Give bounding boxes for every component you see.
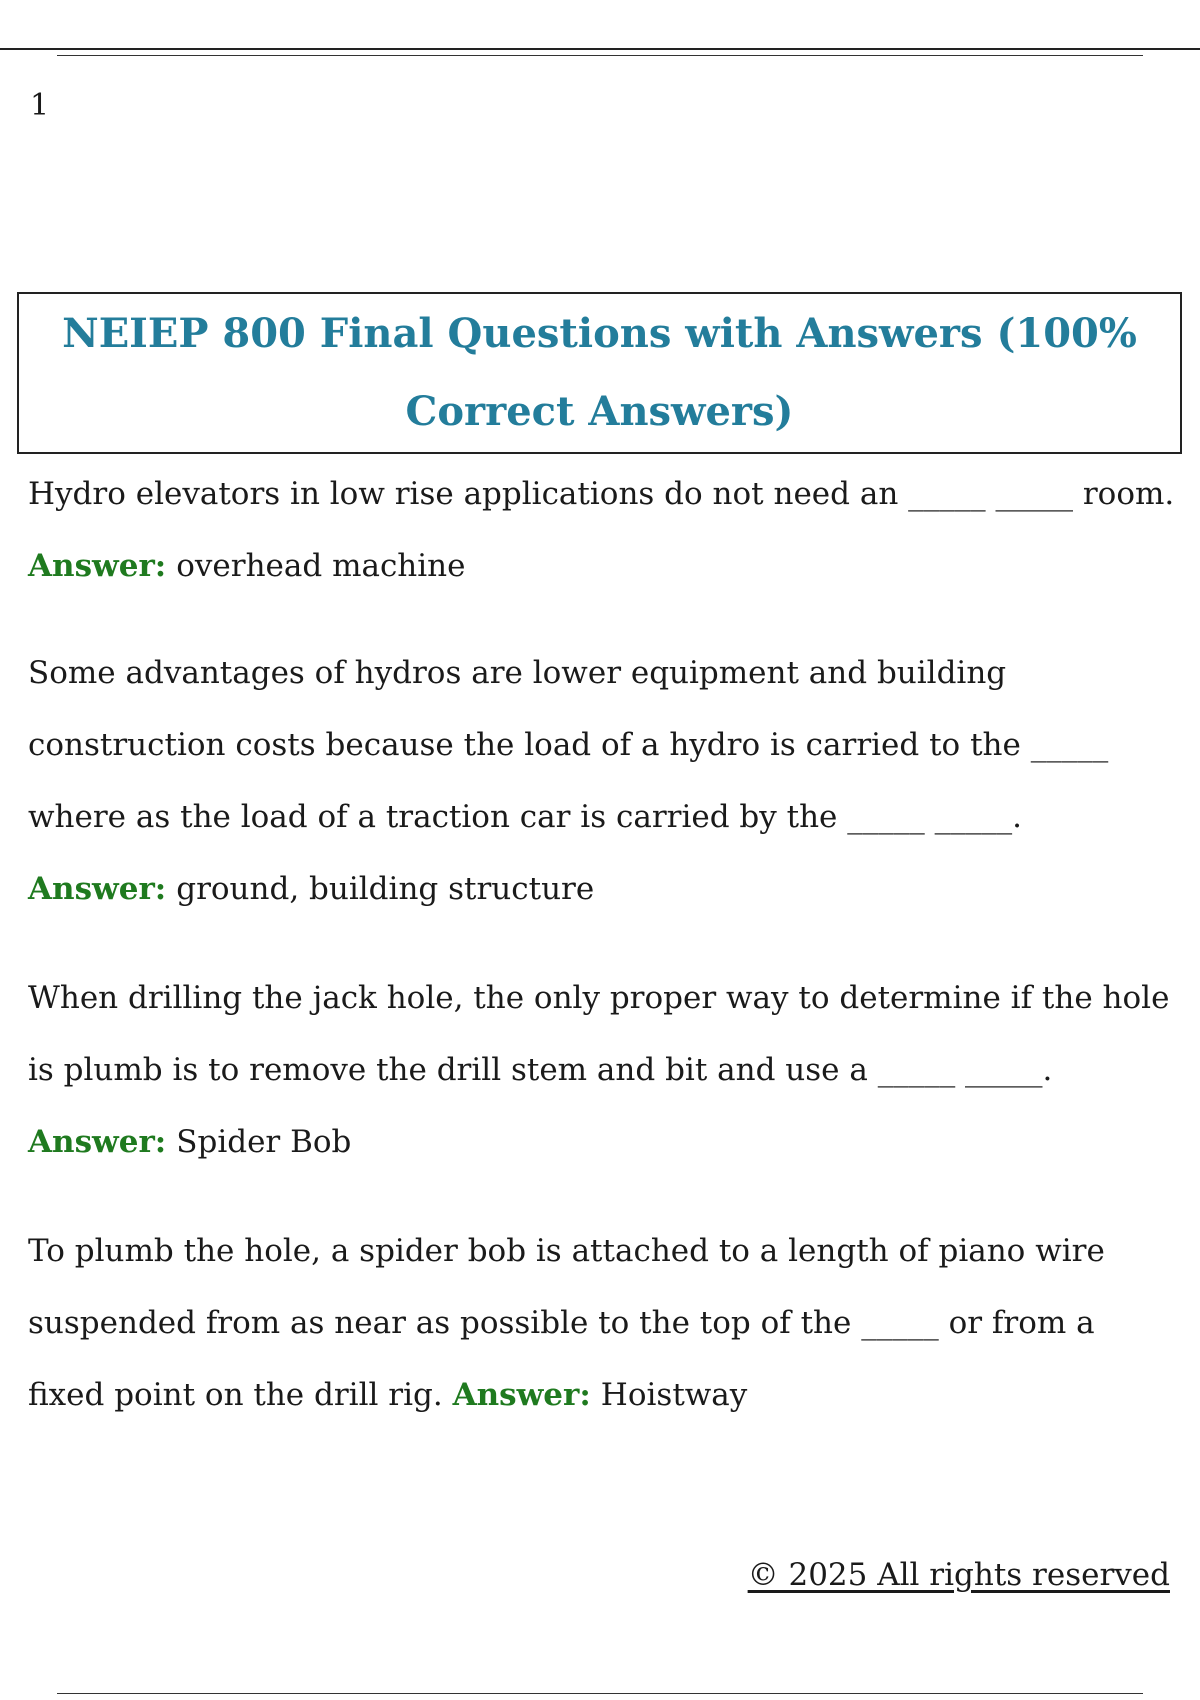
title-box <box>17 292 1182 454</box>
qa-item-1 <box>28 458 1178 602</box>
answer-label: Answer: <box>28 1124 167 1160</box>
top-rule <box>0 48 1200 50</box>
answer-label: Answer: <box>28 871 167 907</box>
qa-item-3 <box>28 962 1178 1178</box>
question-text: Some advantages of hydros are lower equipment and building construction costs because the load of a hydro is carried to the _____ where as the load of a traction car is carried by the _____ _____. <box>28 655 1109 835</box>
answer-text: Hoistway <box>600 1377 748 1413</box>
answer-text: overhead machine <box>176 548 466 584</box>
copyright-notice: © 2025 All rights reserved <box>747 1557 1170 1593</box>
header-rule <box>57 55 1143 56</box>
answer-label: Answer: <box>452 1377 591 1413</box>
qa-item-2 <box>28 637 1178 925</box>
answer-text: ground, building structure <box>176 871 595 907</box>
question-text: When drilling the jack hole, the only proper way to determine if the hole is plumb is to remove the drill stem and bit and use a _____ _____. <box>28 980 1170 1088</box>
footer-rule <box>57 1693 1143 1694</box>
qa-item-4 <box>28 1215 1178 1431</box>
page-number: 1 <box>30 88 50 123</box>
answer-label: Answer: <box>28 548 167 584</box>
answer-text: Spider Bob <box>176 1124 352 1160</box>
document-title: NEIEP 800 Final Questions with Answers (100% Correct Answers) <box>62 310 1137 435</box>
question-text: To plumb the hole, a spider bob is attached to a length of piano wire suspended from as near as possible to the top of the _____ or from a fixed point on the drill rig. <box>28 1233 1105 1413</box>
question-text: Hydro elevators in low rise applications do not need an _____ _____ room. <box>28 476 1175 512</box>
